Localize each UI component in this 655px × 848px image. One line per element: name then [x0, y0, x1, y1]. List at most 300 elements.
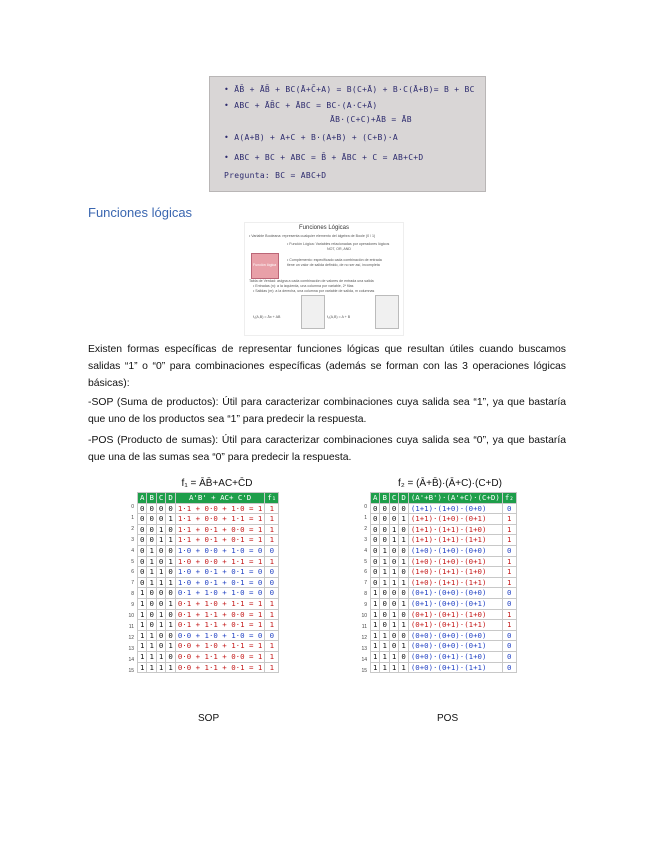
output-cell: 1: [265, 514, 279, 525]
table-row: [138, 545, 279, 556]
sop-truth-table: [137, 492, 279, 673]
input-cell: 1: [380, 545, 389, 556]
input-cell: 0: [389, 545, 398, 556]
output-cell: 1: [502, 567, 516, 578]
input-cell: 0: [166, 503, 175, 514]
row-index: 4: [131, 547, 134, 554]
slide-thumbnail: [244, 222, 404, 336]
input-cell: 0: [389, 556, 398, 567]
input-cell: 0: [371, 545, 380, 556]
table-row: [138, 535, 279, 546]
input-cell: 0: [166, 567, 175, 578]
input-cell: 0: [147, 503, 156, 514]
input-cell: 0: [371, 567, 380, 578]
table-row: [138, 641, 279, 652]
input-cell: 1: [166, 535, 175, 546]
input-cell: 1: [380, 641, 389, 652]
row-index: 15: [128, 667, 134, 674]
input-cell: 0: [166, 524, 175, 535]
expression-cell: 1·1 + 0·0 + 1·1 = 1: [175, 514, 265, 525]
input-cell: 1: [389, 662, 398, 673]
table-row: [138, 514, 279, 525]
input-cell: 0: [399, 609, 408, 620]
table-row: [371, 556, 517, 567]
input-cell: 0: [371, 503, 380, 514]
input-cell: 0: [156, 556, 165, 567]
input-cell: 1: [166, 662, 175, 673]
input-cell: 0: [156, 630, 165, 641]
row-index: 9: [131, 602, 134, 609]
expression-cell: (1+1)·(1+0)·(0+1): [408, 514, 502, 525]
table-row: [371, 577, 517, 588]
output-cell: 0: [265, 577, 279, 588]
row-index: 2: [364, 525, 367, 532]
table-row: [371, 503, 517, 514]
slide-text: NOT, OR, AND: [327, 247, 351, 251]
input-cell: 0: [399, 651, 408, 662]
input-cell: 0: [389, 503, 398, 514]
expression-cell: (1+0)·(1+0)·(0+1): [408, 556, 502, 567]
slide-title: Funciones Lógicas: [298, 225, 350, 231]
row-index: 9: [364, 602, 367, 609]
input-cell: 1: [147, 662, 156, 673]
input-cell: 1: [147, 641, 156, 652]
input-cell: 1: [138, 641, 147, 652]
input-cell: 0: [147, 620, 156, 631]
input-cell: 0: [389, 514, 398, 525]
row-index: 11: [128, 623, 134, 630]
row-index: 5: [131, 558, 134, 565]
output-cell: 0: [265, 588, 279, 599]
input-cell: 1: [371, 641, 380, 652]
row-index: 3: [364, 536, 367, 543]
table-row: [371, 588, 517, 599]
slide-text: • Entradas (n): a la izquierda, una columna por variable, 2ⁿ filas: [253, 284, 354, 288]
row-index: 8: [364, 591, 367, 598]
row-index: 10: [128, 613, 134, 619]
row-index: 13: [361, 645, 367, 652]
row-index: 5: [364, 558, 367, 565]
row-index: 4: [364, 547, 367, 554]
table-row: [371, 630, 517, 641]
input-cell: 0: [147, 535, 156, 546]
expression-cell: 1·1 + 0·1 + 0·0 = 1: [175, 524, 265, 535]
input-cell: 1: [166, 556, 175, 567]
pos-header-cell: D: [399, 493, 408, 504]
sop-header-cell: A'B' + AC+ C'D: [175, 493, 265, 504]
output-cell: 1: [502, 535, 516, 546]
output-cell: 0: [502, 630, 516, 641]
row-index: 14: [361, 656, 367, 663]
table-row: [138, 524, 279, 535]
input-cell: 1: [156, 662, 165, 673]
input-cell: 0: [138, 535, 147, 546]
pos-header-cell: C: [389, 493, 398, 504]
pos-header-cell: (A'+B')·(A'+C)·(C+D): [408, 493, 502, 504]
table-row: [371, 535, 517, 546]
section-heading: Funciones lógicas: [88, 205, 193, 220]
output-cell: 1: [265, 641, 279, 652]
expression-cell: 0·1 + 1·0 + 1·1 = 1: [175, 598, 265, 609]
row-index: 2: [131, 525, 134, 532]
expression-cell: (0+1)·(0+1)·(1+1): [408, 620, 502, 631]
slide-text: tiene un valor de salida definido, de no ser así, incompleta: [287, 263, 380, 267]
expression-cell: 0·0 + 1·1 + 0·1 = 1: [175, 662, 265, 673]
input-cell: 0: [147, 514, 156, 525]
input-cell: 0: [156, 514, 165, 525]
input-cell: 1: [371, 630, 380, 641]
input-cell: 0: [371, 535, 380, 546]
photo-line: • A(A+B) + A+C + B·(A+B) + (C+B)·A: [224, 133, 398, 142]
photo-line: • ABC + ĀB̄C + ĀBC = BC·(A·C+Ā): [224, 101, 378, 110]
expression-cell: 1·0 + 0·1 + 0·1 = 0: [175, 577, 265, 588]
pos-caption: POS: [437, 713, 459, 724]
input-cell: 0: [138, 577, 147, 588]
input-cell: 0: [138, 567, 147, 578]
table-row: [138, 588, 279, 599]
table-row: [371, 598, 517, 609]
input-cell: 0: [371, 514, 380, 525]
input-cell: 1: [138, 651, 147, 662]
expression-cell: 0·0 + 1·0 + 1·0 = 0: [175, 630, 265, 641]
expression-cell: 0·0 + 1·1 + 0·0 = 1: [175, 651, 265, 662]
input-cell: 0: [156, 598, 165, 609]
expression-cell: 1·1 + 0·1 + 0·1 = 1: [175, 535, 265, 546]
pos-header-cell: B: [380, 493, 389, 504]
output-cell: 0: [502, 545, 516, 556]
input-cell: 1: [156, 609, 165, 620]
input-cell: 1: [138, 620, 147, 631]
input-cell: 1: [380, 630, 389, 641]
input-cell: 0: [371, 577, 380, 588]
input-cell: 1: [147, 577, 156, 588]
input-cell: 1: [371, 609, 380, 620]
expression-cell: (1+1)·(1+1)·(1+1): [408, 535, 502, 546]
sop-header-cell: f₁: [265, 493, 279, 504]
input-cell: 1: [399, 620, 408, 631]
table-row: [138, 503, 279, 514]
table-row: [371, 662, 517, 673]
slide-text: f₂(A,B) = A + B: [327, 315, 351, 319]
row-index: 6: [131, 569, 134, 576]
row-index: 0: [131, 504, 134, 510]
input-cell: 0: [138, 503, 147, 514]
expression-cell: (0+0)·(0+0)·(0+1): [408, 641, 502, 652]
input-cell: 0: [380, 609, 389, 620]
slide-text: • Variable Booleana: representa cualquier elemento del álgebra de Boole (0 / 1): [249, 234, 376, 238]
output-cell: 1: [502, 577, 516, 588]
expression-cell: (1+0)·(1+1)·(1+1): [408, 577, 502, 588]
output-cell: 0: [265, 545, 279, 556]
input-cell: 0: [380, 514, 389, 525]
input-cell: 0: [138, 524, 147, 535]
slide-text: f₁(A,B) = Āx + AB: [253, 315, 281, 319]
handwritten-notes-photo: [209, 76, 486, 192]
expression-cell: (0+0)·(0+1)·(1+0): [408, 651, 502, 662]
expression-cell: (0+1)·(0+1)·(1+0): [408, 609, 502, 620]
input-cell: 1: [389, 577, 398, 588]
input-cell: 1: [380, 577, 389, 588]
input-cell: 1: [166, 514, 175, 525]
output-cell: 1: [265, 651, 279, 662]
input-cell: 1: [138, 598, 147, 609]
input-cell: 1: [156, 620, 165, 631]
input-cell: 0: [380, 598, 389, 609]
input-cell: 1: [147, 545, 156, 556]
input-cell: 1: [399, 662, 408, 673]
output-cell: 1: [265, 503, 279, 514]
input-cell: 1: [138, 588, 147, 599]
input-cell: 0: [380, 620, 389, 631]
row-index: 8: [131, 591, 134, 598]
input-cell: 1: [371, 598, 380, 609]
input-cell: 0: [156, 503, 165, 514]
table-row: [138, 556, 279, 567]
input-cell: 0: [166, 630, 175, 641]
input-cell: 1: [389, 620, 398, 631]
output-cell: 1: [265, 662, 279, 673]
sop-header-cell: C: [156, 493, 165, 504]
input-cell: 1: [399, 535, 408, 546]
output-cell: 1: [502, 620, 516, 631]
input-cell: 1: [371, 662, 380, 673]
sop-header-cell: A: [138, 493, 147, 504]
expression-cell: (1+0)·(1+1)·(1+0): [408, 567, 502, 578]
row-index: 11: [361, 623, 367, 630]
expression-cell: 0·1 + 1·0 + 1·0 = 0: [175, 588, 265, 599]
expression-cell: (1+0)·(1+0)·(0+0): [408, 545, 502, 556]
input-cell: 1: [399, 514, 408, 525]
row-index: 12: [128, 634, 134, 641]
slide-box-label: Función lógica: [253, 263, 277, 267]
output-cell: 0: [502, 503, 516, 514]
output-cell: 1: [265, 556, 279, 567]
row-index: 1: [364, 514, 367, 521]
input-cell: 1: [389, 609, 398, 620]
row-index: 0: [364, 504, 367, 510]
input-cell: 1: [371, 588, 380, 599]
pos-truth-table: [370, 492, 517, 673]
row-index: 15: [361, 667, 367, 674]
input-cell: 0: [399, 545, 408, 556]
input-cell: 1: [166, 598, 175, 609]
table-row: [371, 620, 517, 631]
expression-cell: 1·0 + 0·0 + 1·1 = 1: [175, 556, 265, 567]
input-cell: 0: [147, 588, 156, 599]
input-cell: 0: [399, 588, 408, 599]
input-cell: 1: [156, 651, 165, 662]
input-cell: 0: [399, 630, 408, 641]
input-cell: 0: [371, 556, 380, 567]
input-cell: 0: [166, 588, 175, 599]
input-cell: 1: [399, 598, 408, 609]
row-index: 3: [131, 536, 134, 543]
table-row: [371, 514, 517, 525]
pos-header-cell: f₂: [502, 493, 516, 504]
table-row: [371, 524, 517, 535]
input-cell: 0: [389, 630, 398, 641]
input-cell: 1: [166, 620, 175, 631]
input-cell: 0: [371, 524, 380, 535]
input-cell: 0: [389, 598, 398, 609]
row-index: 10: [361, 613, 367, 619]
table-row: [138, 620, 279, 631]
slide-text: • Complemento: especificado cada combinación de entrada: [287, 258, 382, 262]
input-cell: 0: [166, 651, 175, 662]
expression-cell: (0+1)·(0+0)·(0+1): [408, 598, 502, 609]
sop-paragraph: -SOP (Suma de productos): Útil para caracterizar combinaciones cuya salida sea “1”, ya que bastaría que uno de los productos sea “1” para predecir la respuesta.: [88, 397, 566, 425]
input-cell: 0: [138, 514, 147, 525]
row-index: 12: [361, 634, 367, 641]
input-cell: 1: [147, 651, 156, 662]
table-row: [371, 641, 517, 652]
expression-cell: 0·1 + 1·1 + 0·1 = 1: [175, 620, 265, 631]
input-cell: 1: [156, 524, 165, 535]
expression-cell: (0+0)·(0+1)·(1+1): [408, 662, 502, 673]
function-block-diagram: [251, 253, 279, 279]
table-row: [138, 662, 279, 673]
photo-line: • ĀB̄ + ĀB̄ + BC(Ā+C̄+A) = B(C+Ā) + B·C(Ā+B)= B + BC: [224, 85, 475, 94]
input-cell: 0: [389, 641, 398, 652]
input-cell: 0: [380, 524, 389, 535]
input-cell: 0: [389, 588, 398, 599]
input-cell: 0: [156, 545, 165, 556]
input-cell: 1: [389, 567, 398, 578]
input-cell: 0: [166, 609, 175, 620]
output-cell: 0: [502, 651, 516, 662]
input-cell: 0: [399, 503, 408, 514]
input-cell: 1: [399, 556, 408, 567]
row-index: 1: [131, 514, 134, 521]
input-cell: 1: [380, 651, 389, 662]
input-cell: 1: [389, 535, 398, 546]
input-cell: 1: [380, 567, 389, 578]
output-cell: 1: [265, 524, 279, 535]
output-cell: 1: [265, 598, 279, 609]
input-cell: 1: [166, 577, 175, 588]
input-cell: 1: [156, 535, 165, 546]
output-cell: 0: [265, 567, 279, 578]
input-cell: 1: [399, 641, 408, 652]
input-cell: 0: [399, 524, 408, 535]
input-cell: 1: [389, 651, 398, 662]
table-row: [138, 577, 279, 588]
input-cell: 1: [371, 620, 380, 631]
row-index: 7: [364, 580, 367, 587]
table-row: [371, 545, 517, 556]
expression-cell: 1·1 + 0·0 + 1·0 = 1: [175, 503, 265, 514]
input-cell: 0: [147, 524, 156, 535]
sop-caption: SOP: [198, 713, 220, 724]
expression-cell: 1·0 + 0·0 + 1·0 = 0: [175, 545, 265, 556]
input-cell: 1: [166, 641, 175, 652]
input-cell: 1: [371, 651, 380, 662]
table-row: [138, 630, 279, 641]
input-cell: 1: [389, 524, 398, 535]
input-cell: 1: [399, 577, 408, 588]
input-cell: 1: [156, 567, 165, 578]
input-cell: 0: [156, 641, 165, 652]
slide-text: • Función Lógica: Variables relacionadas por operadores lógicos: [287, 242, 390, 246]
input-cell: 1: [147, 556, 156, 567]
sop-title: f₁ = ĀB̄+AC+C̄D: [181, 478, 253, 489]
table-row: [138, 567, 279, 578]
input-cell: 0: [380, 535, 389, 546]
input-cell: 1: [147, 567, 156, 578]
input-cell: 0: [156, 588, 165, 599]
input-cell: 0: [380, 503, 389, 514]
expression-cell: (0+0)·(0+0)·(0+0): [408, 630, 502, 641]
input-cell: 0: [380, 588, 389, 599]
pos-paragraph: -POS (Producto de sumas): Útil para caracterizar combinaciones cuya salida sea “0”, ya que bastaría que una de las sumas sea “0” para predecir la respuesta.: [88, 435, 566, 463]
pos-header-cell: A: [371, 493, 380, 504]
output-cell: 1: [502, 609, 516, 620]
input-cell: 1: [380, 662, 389, 673]
input-cell: 1: [138, 609, 147, 620]
input-cell: 0: [147, 598, 156, 609]
slide-mini-table: [301, 295, 325, 329]
row-index: 6: [364, 569, 367, 576]
table-row: [138, 651, 279, 662]
photo-line: • ABC + BC + ABC = B̄ + ĀBC + C = AB+C+D: [224, 153, 424, 162]
photo-line: Pregunta: BC = ABC+D: [224, 171, 327, 180]
expression-cell: 1·0 + 0·1 + 0·1 = 0: [175, 567, 265, 578]
output-cell: 0: [265, 630, 279, 641]
expression-cell: (0+1)·(0+0)·(0+0): [408, 588, 502, 599]
output-cell: 0: [502, 662, 516, 673]
row-index: 13: [128, 645, 134, 652]
intro-paragraph: Existen formas específicas de representar funciones lógicas que resultan útiles cuando buscamos salidas “1” o “0” para combinaciones específicas (además se forman con las 3 operaciones lógicas básicas):: [88, 344, 566, 389]
output-cell: 1: [265, 535, 279, 546]
input-cell: 0: [166, 545, 175, 556]
input-cell: 1: [138, 662, 147, 673]
output-cell: 1: [502, 556, 516, 567]
slide-text: Tabla de Verdad: asigna a cada combinación de valores de entrada una salida: [249, 279, 374, 283]
sop-header-cell: D: [166, 493, 175, 504]
photo-line: ĀB·(C+C)+ĀB = ĀB: [330, 115, 412, 124]
input-cell: 0: [147, 609, 156, 620]
output-cell: 0: [502, 641, 516, 652]
table-row: [371, 651, 517, 662]
input-cell: 0: [138, 545, 147, 556]
output-cell: 1: [502, 514, 516, 525]
table-row: [371, 567, 517, 578]
table-row: [138, 609, 279, 620]
expression-cell: 0·1 + 1·1 + 0·0 = 1: [175, 609, 265, 620]
expression-cell: (1+1)·(1+1)·(1+0): [408, 524, 502, 535]
input-cell: 1: [380, 556, 389, 567]
sop-header-cell: B: [147, 493, 156, 504]
table-row: [138, 598, 279, 609]
output-cell: 1: [502, 524, 516, 535]
input-cell: 0: [399, 567, 408, 578]
expression-cell: 0·0 + 1·0 + 1·1 = 1: [175, 641, 265, 652]
slide-text: • Salidas (m): a la derecha, una columna por variable de salida, m columnas: [253, 289, 375, 293]
expression-cell: (1+1)·(1+0)·(0+0): [408, 503, 502, 514]
input-cell: 1: [156, 577, 165, 588]
output-cell: 1: [265, 609, 279, 620]
output-cell: 0: [502, 598, 516, 609]
row-index: 7: [131, 580, 134, 587]
input-cell: 1: [138, 630, 147, 641]
input-cell: 0: [138, 556, 147, 567]
slide-mini-table: [375, 295, 399, 329]
row-index: 14: [128, 656, 134, 663]
output-cell: 0: [502, 588, 516, 599]
input-cell: 1: [147, 630, 156, 641]
pos-title: f₂ = (Ā+B̄)·(Ā+C)·(C+D): [398, 478, 502, 489]
output-cell: 1: [265, 620, 279, 631]
